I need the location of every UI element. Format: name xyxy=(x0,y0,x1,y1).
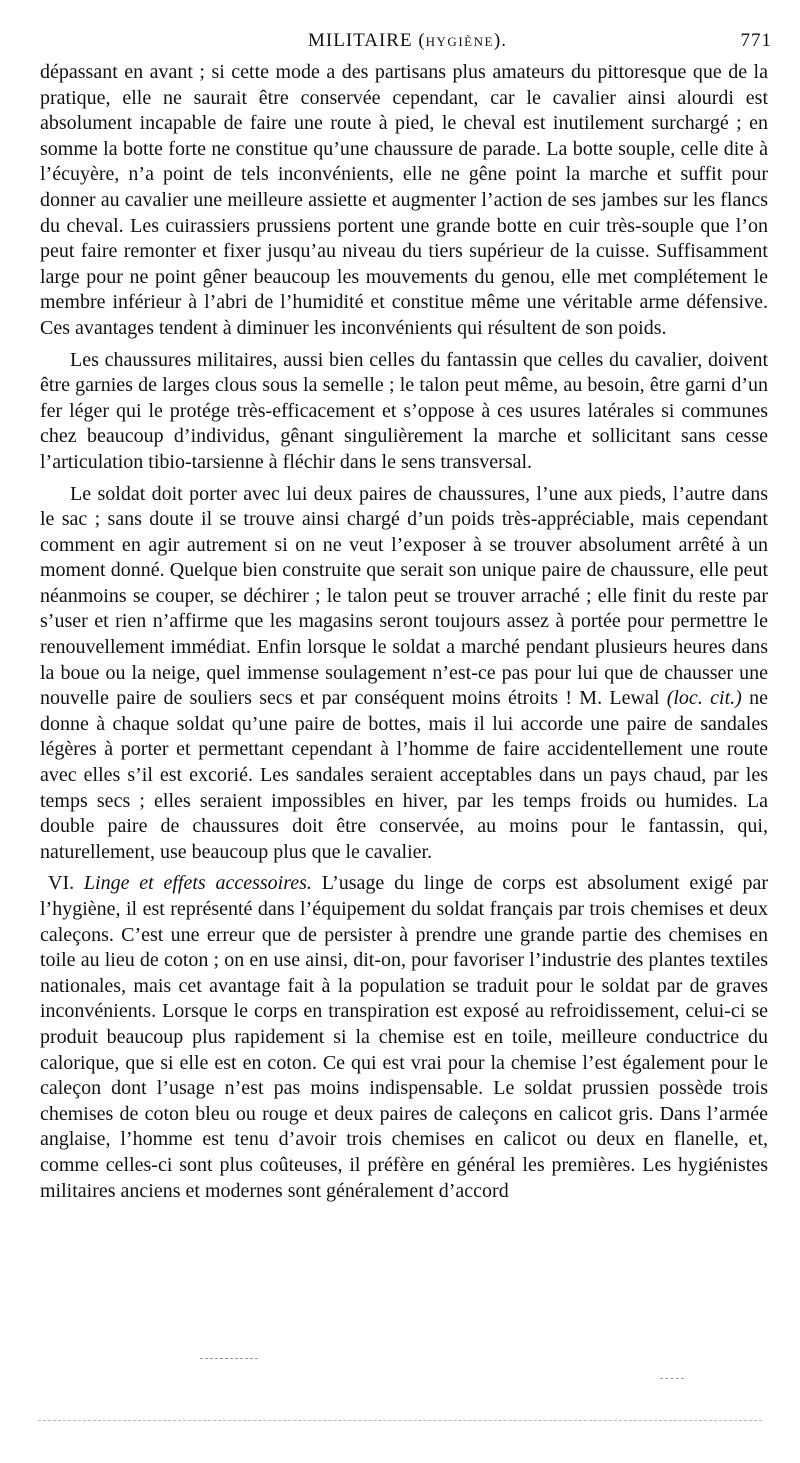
print-smudge-left xyxy=(200,1358,258,1359)
running-title-end: ). xyxy=(493,30,507,51)
section-number: VI. xyxy=(48,872,75,895)
paragraph-shoe-nails: Les chaussures militaires, aussi bien celles du fantassin que celles du cavalier, doivent être garnies de larges clous sous la semelle ; le talon peut même, au besoin, être garni d’un fer léger qui le protége très-efficacement et s’oppose à ces usures latérales si communes chez beaucoup d’individus, gênant singulièrement la marche et sollicitant sans cesse l’articulation tibio-tarsienne à fléchir dans le sens transversal. xyxy=(40,348,768,473)
paragraph-two-pairs-text: Le soldat doit porter avec lui deux paires de chaussures, l’une aux pieds, l’autre dans le sac ; sans doute il se trouve ainsi chargé d’un poids très-appréciable, mais cependant comment en agir autrement si on ne veut l’exposer à se trouver absolument arrêté à un moment donné. Quelque bien construite que serait son unique paire de chaussure, elle peut néanmoins se couper, se déchirer ; le talon peut se trouver arraché ; elle finit du reste par s’user et rien n’affirme que les magasins seront toujours assez à portée pour permettre le renouvellement immédiat. Enfin lorsque le soldat a marché pendant plusieurs heures dans la boue ou la neige, quel immense soulagement n’est-ce pas pour lui que de chausser une nouvelle paire de souliers secs et par conséquent moins étroits ! M. Lewal xyxy=(40,482,768,710)
paragraph-two-pairs xyxy=(40,482,768,866)
running-title-subject: HYGIÈNE xyxy=(425,34,494,49)
page-number: 771 xyxy=(740,30,772,51)
paragraph-two-pairs-text-cont: ne donne à chaque soldat qu’une paire de bottes, mais il lui accorde une paire de sandales légères à porter et permettant cependant à l’homme de faire accidentellement une route avec elles s’il est excorié. Les sandales seraient acceptables dans un pays chaud, par les temps secs ; elles seraient impossibles en hiver, par les temps froids ou humides. La double paire de chaussures doit être conservée, au moins pour le fantassin, qui, naturellement, use beaucoup plus que le cavalier. xyxy=(40,687,769,863)
citation: (loc. cit.) xyxy=(666,687,742,710)
running-head xyxy=(38,30,772,56)
section-text: L’usage du linge de corps est absolument exigé par l’hygiène, il est représenté dans l’équipement du soldat français par trois chemises et deux caleçons. C’est une erreur que de persister à prendre une grande partie des chemises en toile au lieu de coton ; on en use ainsi, dit-on, pour favoriser l’industrie des plantes textiles nationales, mais cet avantage fait à la population se traduit pour le soldat par de graves inconvénients. Lorsque le corps en transpiration est exposé au refroidissement, celui-ci se produit beaucoup plus rapidement si la chemise est en toile, meilleure conductrice du calorique, que si elle est en coton. Ce qui est vrai pour la chemise l’est également pour le caleçon dont l’usage n’est pas moins indispensable. Le soldat prussien possède trois chemises de coton bleu ou rouge et deux paires de caleçons en calicot gris. Dans l’armée anglaise, l’homme est tenu d’avoir trois chemises en calicot ou deux en flanelle, et, comme celles-ci sont plus coûteuses, il préfère en général les premières. Les hygiénistes militaires anciens et modernes sont généralement d’accord xyxy=(40,872,769,1202)
print-smudge-right xyxy=(660,1378,684,1379)
paragraph-continued: dépassant en avant ; si cette mode a des partisans plus amateurs du pittoresque que de la pratique, elle ne saurait être conservée cependant, car le cavalier ainsi alourdi est absolument incapable de faire une route à pied, le cheval est inutilement surchargé ; en somme la botte forte ne constitue qu’une chaussure de parade. La botte souple, celle dite à l’écuyère, n’a point de tels inconvénients, elle ne gêne point la marche et suffit pour donner au cavalier une meilleure assiette et augmenter l’action de ses jambes sur les flancs du cheval. Les cuirassiers prussiens portent une grande botte en cuir très-souple que l’on peut faire remonter et fixer jusqu’au niveau du tiers supérieur de la cuisse. Suffisamment large pour ne point gêner beaucoup les mouvements du genou, elle met complétement le membre inférieur à l’abri de l’humidité et constitue même une véritable arme défensive. Ces avantages tendent à diminuer les inconvénients qui résultent de son poids. xyxy=(40,61,768,339)
section-heading: Linge et effets accessoires. xyxy=(83,872,312,895)
running-title-main: MILITAIRE ( xyxy=(308,30,426,51)
footer-dotted-rule xyxy=(38,1420,762,1421)
section-linge xyxy=(40,871,768,1204)
running-title xyxy=(308,30,507,52)
body-text xyxy=(40,60,768,1210)
